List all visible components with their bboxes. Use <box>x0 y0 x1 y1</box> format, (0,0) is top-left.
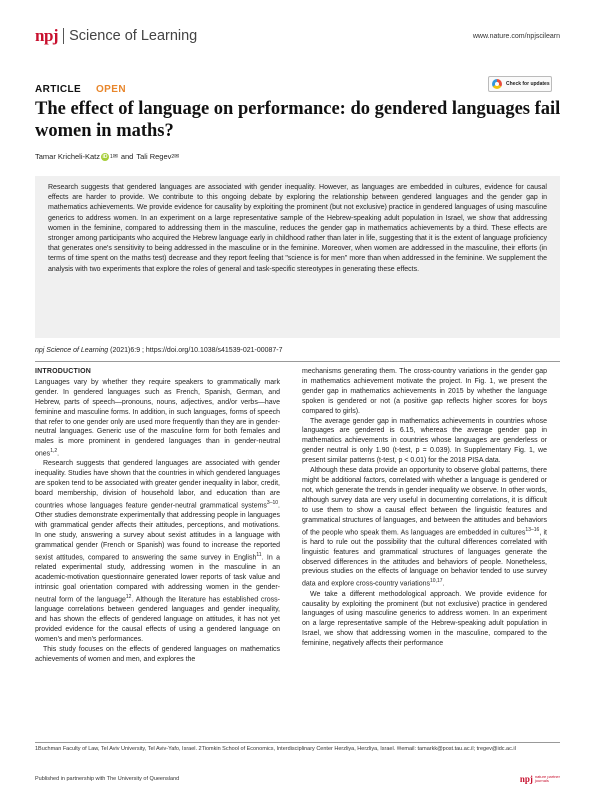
publisher-partnership: Published in partnership with The University of Queensland <box>35 776 180 782</box>
article-type: ARTICLE <box>35 84 82 95</box>
paragraph: We take a different methodological approach. We provide evidence for causality by exploiting the prominent (but not exclusive) practice in gendered languages of using masculine generics to address women. In an experiment on a large representative sample of the Hebrew-speaking adult population in Israel, we show that addressing women in the masculine, compared to the feminine, negatively affects their performance <box>302 590 547 648</box>
crossmark-icon <box>492 79 502 89</box>
npj-logo: npj <box>35 26 59 45</box>
citation-details[interactable]: (2021)6:9 ; https://doi.org/10.1038/s41539-021-00087-7 <box>108 347 283 354</box>
section-heading: INTRODUCTION <box>35 368 92 375</box>
reference-link[interactable]: 1,2 <box>50 448 58 455</box>
page-footer <box>35 774 560 784</box>
email-icon[interactable]: ✉ <box>112 154 118 160</box>
paragraph: Although these data provide an opportunity to observe global patterns, there might be additional factors, correlated with whether a language is gendered or not, which generate the trends in gender inequality we observe. In other words, although survey data are very useful in documenting correlations, it is difficult to use them to show a causal effect between the linguistic features and grammatical structures of languages, and between the attitudes and behaviors of the people who speak them. As languages are embedded in cultures$^{13-16}$, it is hard to rule out the possibility that the cultural differences correlated with linguistic features and grammatical structures of languages generate the observed differences in the attitudes and behaviors of people. Nonetheless, previous studies on the effects of language on behavior tended to use survey data and explore cross-country variations$^{10,17}$. <box>302 467 548 588</box>
reference-link[interactable]: 12 <box>125 593 132 600</box>
reference-link[interactable]: 13–16 <box>525 526 540 533</box>
paragraph: This study focuses on the effects of gendered languages on mathematics achievements of women and men, and explores the <box>35 645 280 663</box>
logo-divider <box>63 28 64 44</box>
check-for-updates-button[interactable] <box>488 76 552 92</box>
journal-name: Science of Learning <box>69 28 198 44</box>
reference-link[interactable]: 11 <box>256 551 262 558</box>
affiliations-footnote: 1Buchman Faculty of Law, Tel Aviv University, Tel Aviv-Yafo, Israel. 2Tiomkin School of Economics, Interdisciplinary Center Herzliya, Herzliya, Israel. ✉email: tamarkk@post.tau.ac.il; tregev@idc.ac.il <box>35 746 516 752</box>
article-title: The effect of language on performance: do gendered languages fail women in maths? <box>35 99 561 141</box>
author-list <box>35 152 179 161</box>
paragraph: mechanisms generating them. The cross-country variations in the gender gap in mathematics achievement motivate the project. In Fig. 1, we present the gender gap in mathematics achievements in 2015 by whether the language spoken is gendered or not (a positive gap reflects higher scores for boys compared to girls). <box>302 368 547 415</box>
author-name[interactable]: Tamar Kricheli-Katz <box>35 152 101 161</box>
right-column <box>302 367 547 649</box>
reference-link[interactable]: 3–10 <box>266 500 279 507</box>
partner-journals-label: nature partner journals <box>534 773 560 783</box>
reference-link[interactable]: 10,17 <box>430 578 443 585</box>
footer-npj-logo: npj <box>519 774 533 784</box>
section-divider <box>35 361 560 362</box>
paragraph: The average gender gap in mathematics achievements in countries whose languages are gendered is 6.15, whereas the average gender gap in mathematics achievements in countries whose languages are genderless or gender neutral is only 1.90 (t-test, p = 0.039). In Supplementary Fig. 1, we present similar patterns (t-test, p < 0.01) for the 2018 PISA data. <box>302 417 547 465</box>
journal-url[interactable]: www.nature.com/npjscilearn <box>472 32 560 40</box>
abstract-box <box>35 176 560 338</box>
footnote-divider <box>35 742 560 743</box>
page-header <box>35 26 560 46</box>
paragraph: Languages vary by whether they require speakers to grammatically mark gender. In gendered languages such as French, Spanish, German, and Hebrew, parts of speech—pronouns, nouns, adjectives, and/or verbs—have feminine and masculine forms. In addition, in such languages, forms of speech that refer to one gender only are used more frequently than they are in gender-neutral languages. Generic use of the masculine form for both females and males is more prominent in gendered languages than in gender-neutral ones$^{1,2}$. <box>35 378 280 458</box>
affiliation-ref: 1 <box>110 153 113 160</box>
orcid-icon[interactable]: iD <box>102 153 108 160</box>
citation-journal: npj Science of Learning <box>35 347 109 354</box>
author-conjunction: and <box>120 152 134 161</box>
email-icon[interactable]: ✉ <box>174 154 180 160</box>
affiliation-ref: 2 <box>171 153 175 160</box>
paragraph: Research suggests that gendered languages are associated with gender inequality. Studies have shown that the countries in which gendered languages are spoken tend to be associated with greater gender inequality in labor, credit, board membership, division of household labor, and education than are countries whose languages feature gender-neutral grammatical systems$^{3-10}$. Other studies demonstrate experimentally that addressing people in languages with grammatical gender affects their attitudes, perceptions, and motivations. In one study, answering a survey about sexist attitudes in a language with grammatical gender (French or Spanish) was found to increase the reported sexist attitudes, compared to answering the same survey in English$^{11}$. In a related experimental study, addressing women in the masculine in an academic-motivation questionnaire generated lower reports of task value and intrinsic goal orientation compared with addressing women in the gender-neutral form of the language$^{12}$. Although the literature has established cross-language correlations between gendered languages and gender inequality, and has shown the effects of gendered language on attitudes, it has not yet provided evidence for the causal effects of using a gendered language on women's and men's performances. <box>35 460 280 643</box>
citation-line <box>35 347 283 354</box>
left-column <box>35 367 280 665</box>
open-access-label: OPEN <box>96 84 126 95</box>
author-name[interactable]: Tali Regev <box>136 152 172 161</box>
nature-partner-logo <box>520 774 560 784</box>
abstract-text: Research suggests that gendered languages are associated with gender inequality. However, as languages are embedded in cultures, evidence for causal effects are harder to provide. We contribute to this ongoing debate by exploring the relationship between gendered languages and the gender gap in mathematics achievements. We provide evidence for causality by exploiting the prominent (but not exclusive) practice in gendered languages of using masculine generics to address women. In an experiment on a large representative sample of the Hebrew-speaking adult population in Israel, we show that addressing women in the feminine, compared to addressing them in the masculine, reduces the gender gap in mathematics achievements by a third. These effects are stronger among participants who acquired the Hebrew language early in childhood rather than later in life, suggesting that it is the extent of language proficiency that generates one's sensitivity to being addressed in the masculine or in the feminine. Moreover, when women are addressed in the masculine, their efforts (in terms of time spent on the maths test) decrease and they report feeling that "science is for men" more than when addressed in the feminine. We supplement the analysis with two experiments that explore the roles of general and task-specific stereotypes in generating these effects. <box>48 184 547 273</box>
check-for-updates-label: Check for updates <box>506 81 550 87</box>
